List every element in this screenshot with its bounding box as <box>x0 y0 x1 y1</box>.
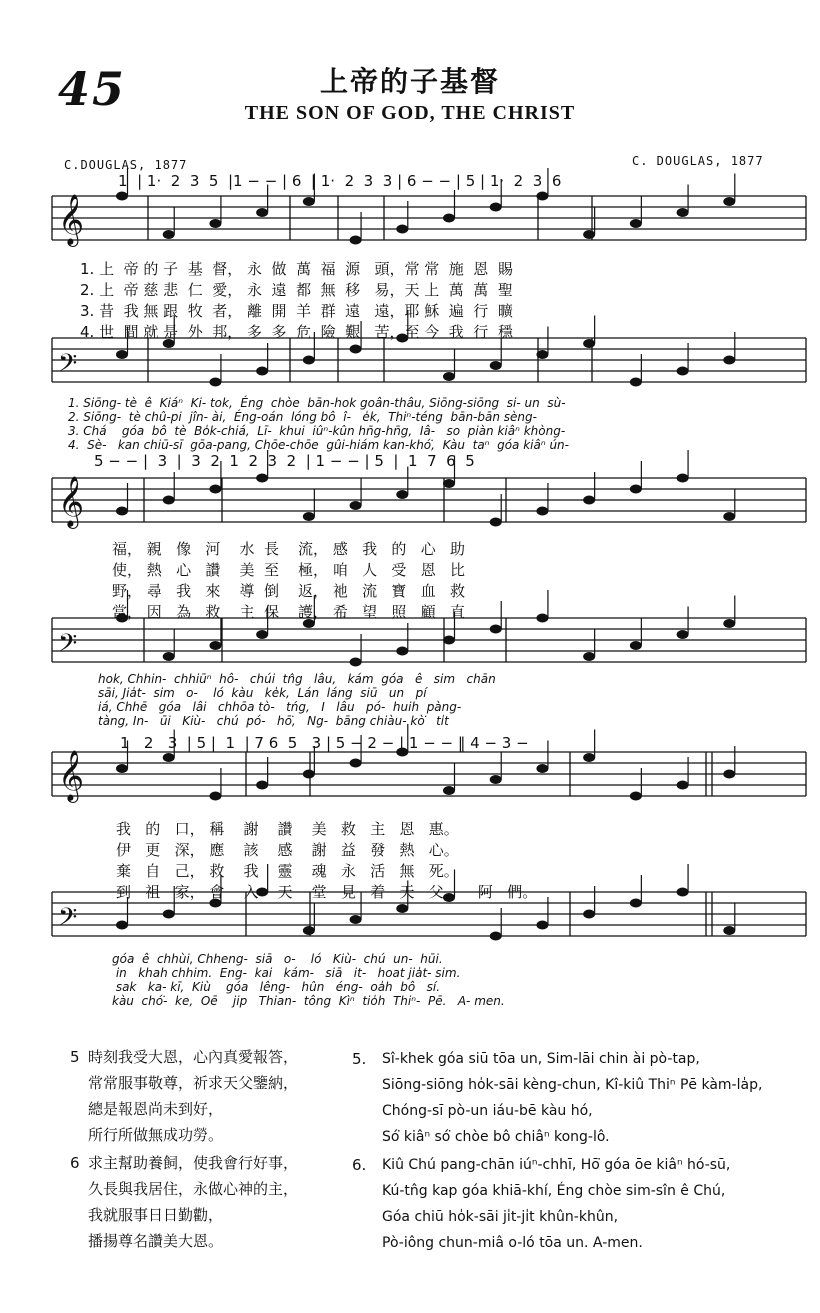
note-head <box>490 361 502 370</box>
note-head <box>396 225 408 234</box>
note-head <box>209 378 221 387</box>
bass-clef-icon: 𝄢 <box>58 349 78 384</box>
bass-clef-icon: 𝄢 <box>58 903 78 938</box>
note-head <box>723 512 735 521</box>
note-head <box>350 236 362 245</box>
note-head <box>583 339 595 348</box>
romanized-lyrics-system-1 <box>68 396 569 452</box>
note-head <box>490 775 502 784</box>
romanized-line: 2. Siōng- tè chû-pi jîn- ài, Éng-oán lóng bô î- e̍k, Thiⁿ-téng bān-bān sèng- <box>68 410 537 424</box>
note-head <box>163 230 175 239</box>
note-head <box>443 372 455 381</box>
note-head <box>490 932 502 941</box>
note-head <box>163 910 175 919</box>
note-head <box>396 904 408 913</box>
note-head <box>677 781 689 790</box>
verse-line: 時刻我受大恩，心內真愛報答， <box>88 1048 299 1066</box>
romanized-lyrics-system-2 <box>98 672 496 728</box>
note-head <box>583 230 595 239</box>
note-head <box>536 764 548 773</box>
verse-line: Kú-tn̂g kap góa khiā-khí, Éng chòe sim-sîn ê Chú, <box>382 1183 726 1199</box>
lyric-line: 3. 昔 我 無 跟 牧 者， 離 開 羊 群 遠 遠，耶 穌 遍 行 曠 <box>80 302 513 320</box>
note-head <box>630 219 642 228</box>
note-head <box>490 518 502 527</box>
hymn-number: 45 <box>58 62 127 116</box>
lyric-line: 伊 更 深， 應 該 感 謝 益 發 熱 心。 <box>116 841 459 859</box>
treble-clef-icon: 𝄞 <box>58 476 85 527</box>
verse-line: 總是報恩尚未到好， <box>88 1100 224 1118</box>
note-head <box>536 921 548 930</box>
note-head <box>677 630 689 639</box>
verse-line: Góa chiū ho̍k-sāi ji̍t-ji̍t khûn-khûn, <box>382 1209 619 1225</box>
verse-line: Sî-khek góa siū tōa un, Sim-lāi chin ài pò-tap, <box>382 1051 700 1067</box>
note-head <box>443 214 455 223</box>
note-head <box>256 367 268 376</box>
lyric-line: 我 的 口， 稱 謝 讚 美 救 主 恩 惠。 <box>116 820 459 838</box>
note-head <box>536 507 548 516</box>
solfa-line-3: 1 2 3 | 5 | 1 | 7 6 5 3 | 5 − 2 − | 1 − − ‖ 4 − 3 − <box>120 734 529 752</box>
note-head <box>536 350 548 359</box>
note-head <box>583 753 595 762</box>
note-head <box>256 781 268 790</box>
note-head <box>350 658 362 667</box>
verse-6-number-rom: 6. <box>352 1156 367 1174</box>
romanized-line: góa ê chhùi, Chheng- siā o- ló Kiù- chú un- hūi. <box>112 952 443 966</box>
note-head <box>723 356 735 365</box>
romanized-line: 4. Sè- kan chiū-sī gōa-pang, Chōe-chōe gûi-hiám kan-khó͘, Kàu taⁿ góa kiâⁿ ún- <box>68 438 569 452</box>
note-head <box>723 619 735 628</box>
chinese-lyrics-system-2 <box>112 538 465 622</box>
note-head <box>630 899 642 908</box>
note-head <box>163 753 175 762</box>
note-head <box>350 759 362 768</box>
note-head <box>583 910 595 919</box>
note-head <box>303 926 315 935</box>
note-head <box>723 926 735 935</box>
lyric-line: 4. 世 間 就 是 外 邦， 多 多 危 險 艱 苦，至 今 我 行 穩 <box>80 323 513 341</box>
note-head <box>677 208 689 217</box>
note-head <box>536 192 548 201</box>
chinese-lyrics-system-3 <box>116 818 537 902</box>
title-english: THE SON OF GOD, THE CHRIST <box>244 102 576 124</box>
note-head <box>256 474 268 483</box>
note-head <box>163 496 175 505</box>
note-head <box>677 474 689 483</box>
note-head <box>303 770 315 779</box>
romanized-line: 3. Chá góa bô tè Bo̍k-chiá, Lī- khui iûⁿ-kûn hn̄g-hn̄g, Iâ- so piàn kiâⁿ khòng- <box>68 424 566 438</box>
verse-5-chinese <box>88 1044 298 1148</box>
verse-line: Chóng-sī pò-un iáu-bē kàu hó, <box>382 1103 593 1119</box>
lyric-line: 1. 上 帝 的 子 基 督， 永 做 萬 福 源 頭，常 常 施 恩 賜 <box>80 260 513 278</box>
note-head <box>630 485 642 494</box>
note-head <box>723 770 735 779</box>
note-head <box>443 786 455 795</box>
note-head <box>303 197 315 206</box>
note-head <box>396 490 408 499</box>
note-head <box>443 636 455 645</box>
romanized-line: hok, Chhin- chhiūⁿ hô- chúi tn̂g lâu, kám góa ê sim chān <box>98 672 496 686</box>
note-head <box>630 641 642 650</box>
romanized-lyrics-system-3 <box>112 952 505 1008</box>
verse-6-number-cn: 6 <box>70 1154 80 1172</box>
romanized-line: sāi, Jia̍t- sim o- ló kàu ke̍k, Lán láng siū un pí <box>98 686 427 700</box>
lyric-line: 2. 上 帝 慈 悲 仁 愛， 永 遠 都 無 移 易，天 上 萬 萬 聖 <box>80 281 513 299</box>
verse-line: 久長與我居住，永做心神的主， <box>88 1180 299 1198</box>
note-head <box>303 512 315 521</box>
note-head <box>116 192 128 201</box>
note-head <box>723 197 735 206</box>
note-head <box>303 356 315 365</box>
verse-line: Kiû Chú pang-chān iúⁿ-chhī, Hō͘ góa ōe kiâⁿ hó-sū, <box>382 1157 731 1173</box>
note-head <box>443 479 455 488</box>
title-chinese: 上帝的子基督 <box>319 65 500 98</box>
lyric-line: 使， 熱 心 讚 美 至 極， 咱 人 受 恩 比 <box>112 561 466 579</box>
note-head <box>116 921 128 930</box>
treble-clef-icon: 𝄞 <box>58 194 85 245</box>
romanized-line: sak ka- kī, Kiù góa lêng- hûn éng- oa̍h bô sí. <box>112 980 441 994</box>
bass-clef-icon: 𝄢 <box>58 629 78 664</box>
lyric-line: 棄 自 己， 救 我 靈 魂 永 活 無 死。 <box>116 862 459 880</box>
note-head <box>209 485 221 494</box>
note-head <box>350 501 362 510</box>
note-head <box>396 647 408 656</box>
verse-5-number-cn: 5 <box>70 1048 80 1066</box>
romanized-line: 1. Siōng- tè ê Kiáⁿ Ki- tok, Éng chòe bān-hok goân-thâu, Siōng-siōng si- un sù- <box>68 396 566 410</box>
note-head <box>350 915 362 924</box>
romanized-line: in khah chhim. Eng- kai kám- siā it- hoat jia̍t- sim. <box>112 966 461 980</box>
note-head <box>256 630 268 639</box>
solfa-line-1: 1 | 1· 2 3 5 |1 − − | 6 | 1· 2 3 3 | 6 − − | 5 | 1· 2 3 6 <box>118 172 562 190</box>
verse-line: 所行所做無成功勞。 <box>88 1126 224 1144</box>
note-head <box>116 507 128 516</box>
treble-clef-icon: 𝄞 <box>58 750 85 801</box>
note-head <box>677 367 689 376</box>
verse-line: 常常服事敬尊，祈求天父鑒納， <box>88 1074 299 1092</box>
lyric-line: 野， 尋 我 來 導 倒 返， 祂 流 寶 血 救 <box>112 582 466 600</box>
verse-line: Pò-iông chun-miâ o-ló tōa un. A-men. <box>382 1235 643 1251</box>
verse-5-number-rom: 5. <box>352 1050 367 1068</box>
note-head <box>630 378 642 387</box>
note-head <box>490 625 502 634</box>
solfa-line-2: 5 − − | 3 | 3 2 1 2 3 2 | 1 − − | 5 | 1 7 6 5 <box>94 452 475 470</box>
note-head <box>116 764 128 773</box>
romanized-line: iá, Chhē góa lâi chhōa tò- tńg, I lâu pó- huih pàng- <box>98 700 462 714</box>
verse-line: Só͘ kiâⁿ só͘ chòe bô chiâⁿ kong-lô. <box>382 1129 610 1145</box>
note-head <box>209 641 221 650</box>
note-head <box>490 203 502 212</box>
note-head <box>630 792 642 801</box>
romanized-line: kàu chó͘- ke, Oē jip Thian- tông Kìⁿ tio̍h Thiⁿ- Pē. A- men. <box>112 994 505 1008</box>
note-head <box>583 496 595 505</box>
note-head <box>209 219 221 228</box>
chinese-lyrics-system-1 <box>80 258 513 342</box>
lyric-line: 福， 親 像 河 水 長 流， 感 我 的 心 助 <box>112 540 466 558</box>
verse-line: 我就服事日日勤勸， <box>88 1206 224 1224</box>
note-head <box>677 888 689 897</box>
verse-line: 求主幫助養飼，使我會行好事， <box>88 1154 299 1172</box>
composer-credit-left: C.DOUGLAS, 1877 <box>64 158 188 172</box>
verse-line: Siōng-siōng ho̍k-sāi kèng-chun, Kî-kiû Thiⁿ Pē kàm-la̍p, <box>382 1077 763 1093</box>
verse-6-romanized <box>382 1152 730 1256</box>
verse-5-romanized <box>382 1046 762 1150</box>
note-head <box>256 208 268 217</box>
note-head <box>350 345 362 354</box>
note-head <box>583 652 595 661</box>
composer-credit-right: C. DOUGLAS, 1877 <box>632 154 764 168</box>
note-head <box>536 614 548 623</box>
verse-6-chinese <box>88 1150 298 1254</box>
note-head <box>209 792 221 801</box>
romanized-line: tàng, In- ūi Kiù- chú pó- hō͘, Ng- bāng chiàu- kò͘ ti̍t <box>98 714 449 728</box>
note-head <box>163 652 175 661</box>
lyric-line: 當， 因 為 救 主 保 護， 希 望 照 顧 直 <box>112 603 466 621</box>
verse-line: 播揚尊名讚美大恩。 <box>88 1232 224 1250</box>
note-head <box>116 350 128 359</box>
lyric-line: 到 祖 家， 會 入 天 堂 見 着 天 父。 阿 們。 <box>116 883 538 901</box>
